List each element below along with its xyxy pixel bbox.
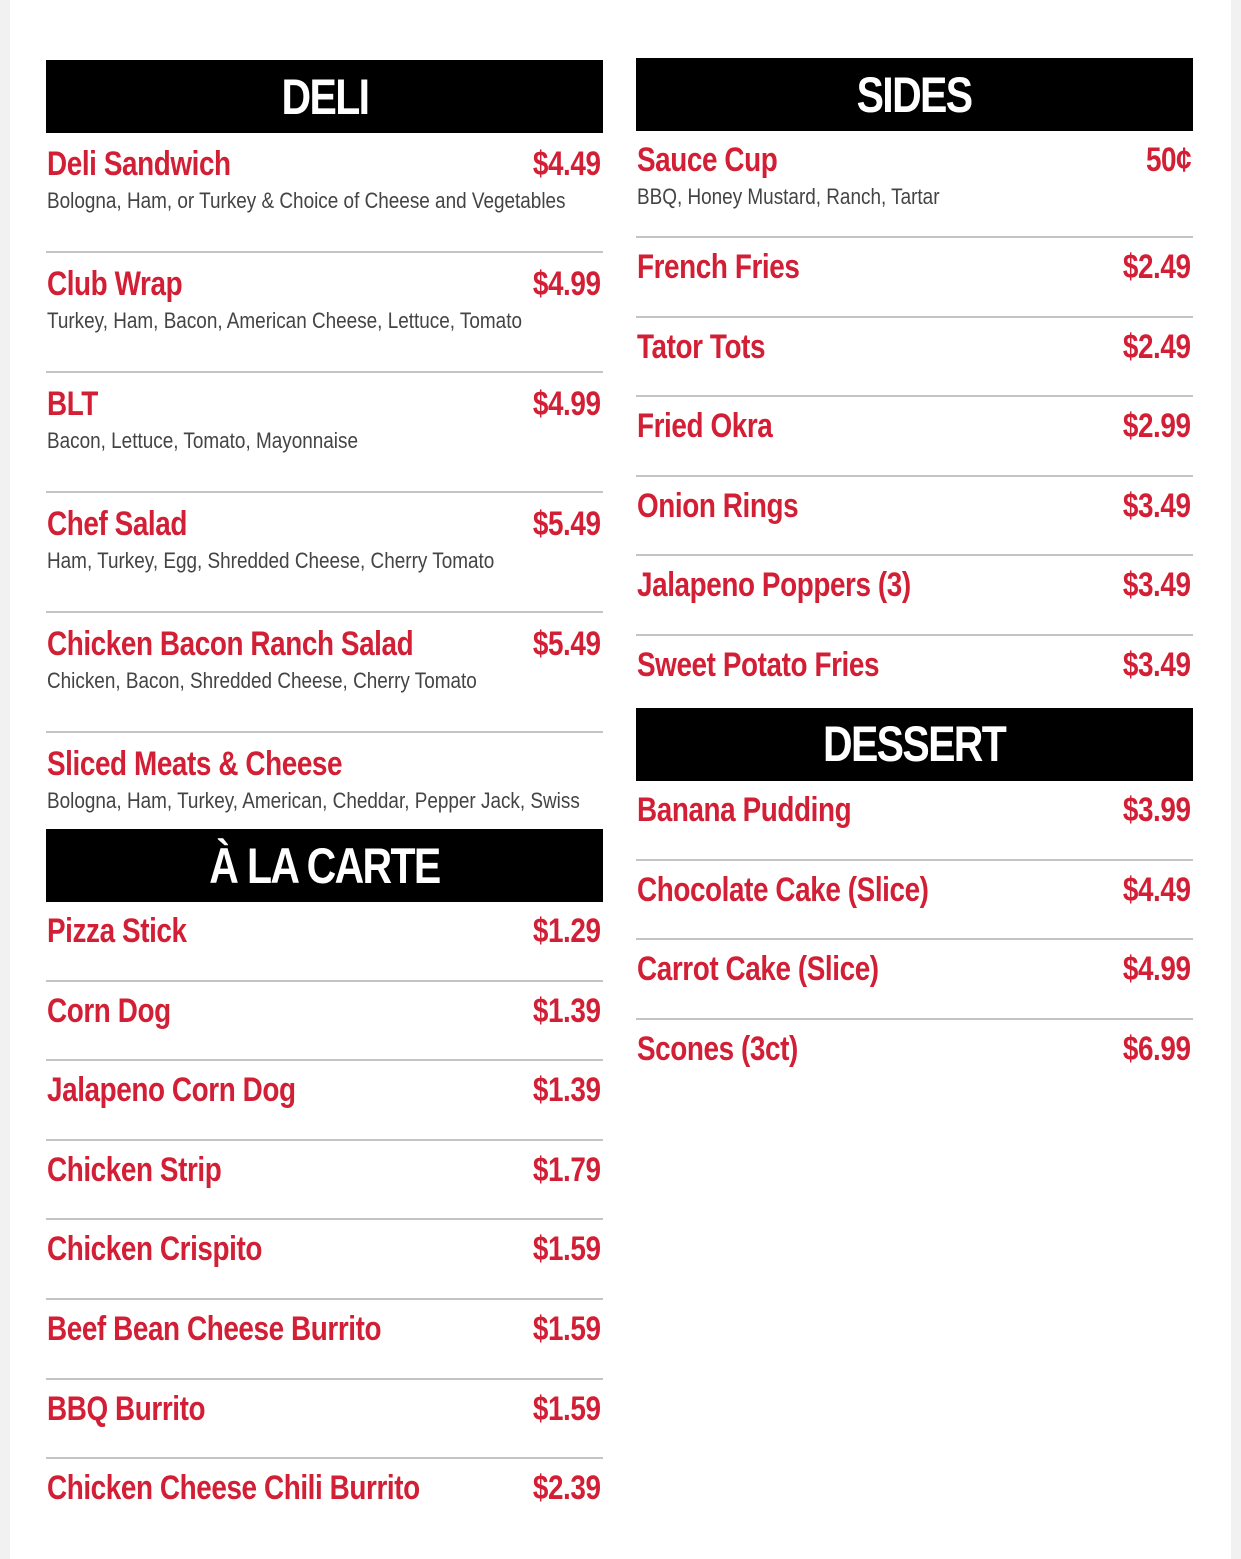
item-name: Carrot Cake (Slice) xyxy=(637,950,879,989)
item-price: $4.99 xyxy=(533,265,601,303)
menu-item xyxy=(636,781,1193,861)
item-name: Fried Okra xyxy=(637,407,773,446)
deli-title: DELI xyxy=(281,68,368,125)
alacarte-section-header xyxy=(46,829,603,902)
item-name: Tator Tots xyxy=(637,327,766,366)
item-price: $1.59 xyxy=(533,1230,601,1269)
item-price: 50¢ xyxy=(1145,141,1191,179)
item-name: French Fries xyxy=(637,248,800,286)
menu-item xyxy=(46,373,603,493)
item-price: $4.49 xyxy=(1123,870,1191,909)
item-name: Scones (3ct) xyxy=(637,1029,798,1068)
item-name: Chicken Bacon Ranch Salad xyxy=(47,625,414,663)
item-name: Beef Bean Cheese Burrito xyxy=(47,1309,382,1348)
left-column xyxy=(46,60,603,1539)
item-name: Sweet Potato Fries xyxy=(637,645,880,684)
deli-section-header xyxy=(46,60,603,133)
item-description: Turkey, Ham, Bacon, American Cheese, Lettuce, Tomato xyxy=(47,308,522,333)
item-price: $2.39 xyxy=(533,1469,601,1508)
item-name: Sauce Cup xyxy=(637,141,778,179)
item-name: Deli Sandwich xyxy=(47,145,231,183)
menu-item xyxy=(46,902,603,982)
item-price: $1.39 xyxy=(533,991,601,1030)
item-price: $2.99 xyxy=(1123,407,1191,446)
item-price: $1.39 xyxy=(533,1071,601,1110)
menu-item xyxy=(636,131,1193,238)
item-price: $2.49 xyxy=(1123,327,1191,366)
dessert-list xyxy=(636,781,1193,1099)
item-name: BLT xyxy=(47,385,98,423)
menu-item xyxy=(46,133,603,253)
item-price: $4.99 xyxy=(533,385,601,423)
item-price: $3.49 xyxy=(1123,566,1191,605)
item-name: Corn Dog xyxy=(47,991,171,1030)
item-price: $4.99 xyxy=(1123,950,1191,989)
item-name: Club Wrap xyxy=(47,265,183,303)
item-name: Jalapeno Corn Dog xyxy=(47,1071,296,1110)
menu-item xyxy=(46,253,603,373)
right-column xyxy=(636,58,1193,1099)
item-name: Chocolate Cake (Slice) xyxy=(637,870,929,909)
item-price: $3.99 xyxy=(1123,790,1191,829)
menu-item xyxy=(46,1061,603,1141)
item-name: Onion Rings xyxy=(637,486,799,525)
dessert-title: DESSERT xyxy=(823,716,1006,773)
item-description: Bologna, Ham, or Turkey & Choice of Cheese and Vegetables xyxy=(47,188,566,213)
menu-item xyxy=(636,318,1193,398)
item-name: BBQ Burrito xyxy=(47,1389,206,1428)
item-price: $1.59 xyxy=(533,1389,601,1428)
item-description: Chicken, Bacon, Shredded Cheese, Cherry Tomato xyxy=(47,668,477,693)
item-description: Ham, Turkey, Egg, Shredded Cheese, Cherry Tomato xyxy=(47,548,495,573)
item-price: $2.49 xyxy=(1123,248,1191,286)
item-price: $1.59 xyxy=(533,1309,601,1348)
item-name: Jalapeno Poppers (3) xyxy=(637,566,911,605)
sides-title: SIDES xyxy=(857,66,972,123)
menu-item xyxy=(46,1380,603,1460)
item-description: Bacon, Lettuce, Tomato, Mayonnaise xyxy=(47,428,358,453)
item-price: $1.29 xyxy=(533,912,601,950)
menu-item xyxy=(46,1459,603,1539)
menu-item xyxy=(46,493,603,613)
menu-item xyxy=(46,613,603,733)
menu-item xyxy=(636,238,1193,318)
menu-item xyxy=(46,1300,603,1380)
item-price: $1.79 xyxy=(533,1150,601,1189)
item-name: Chicken Crispito xyxy=(47,1230,262,1269)
item-name: Chef Salad xyxy=(47,505,187,543)
item-price: $3.49 xyxy=(1123,645,1191,684)
menu-item xyxy=(636,861,1193,941)
item-name: Pizza Stick xyxy=(47,912,187,950)
alacarte-list xyxy=(46,902,603,1539)
menu-item xyxy=(636,636,1193,708)
item-name: Banana Pudding xyxy=(637,790,852,829)
alacarte-title: À LA CARTE xyxy=(209,837,440,894)
menu-item xyxy=(636,556,1193,636)
dessert-section-header xyxy=(636,708,1193,781)
item-description: Bologna, Ham, Turkey, American, Cheddar, Pepper Jack, Swiss xyxy=(47,788,580,813)
menu-item xyxy=(636,477,1193,557)
sides-section-header xyxy=(636,58,1193,131)
item-price: $4.49 xyxy=(533,145,601,183)
menu-item xyxy=(46,982,603,1062)
sides-list xyxy=(636,131,1193,708)
item-price: $5.49 xyxy=(533,505,601,543)
item-price: $5.49 xyxy=(533,625,601,663)
menu-item xyxy=(46,1220,603,1300)
menu-item xyxy=(46,733,603,829)
item-price: $3.49 xyxy=(1123,486,1191,525)
item-description: BBQ, Honey Mustard, Ranch, Tartar xyxy=(637,184,940,209)
menu-item xyxy=(636,1020,1193,1100)
item-name: Chicken Cheese Chili Burrito xyxy=(47,1469,420,1508)
menu-item xyxy=(636,397,1193,477)
menu-page xyxy=(10,0,1231,1559)
item-name: Sliced Meats & Cheese xyxy=(47,745,343,783)
deli-list xyxy=(46,133,603,829)
item-price: $6.99 xyxy=(1123,1029,1191,1068)
item-name: Chicken Strip xyxy=(47,1150,222,1189)
menu-item xyxy=(46,1141,603,1221)
menu-item xyxy=(636,940,1193,1020)
